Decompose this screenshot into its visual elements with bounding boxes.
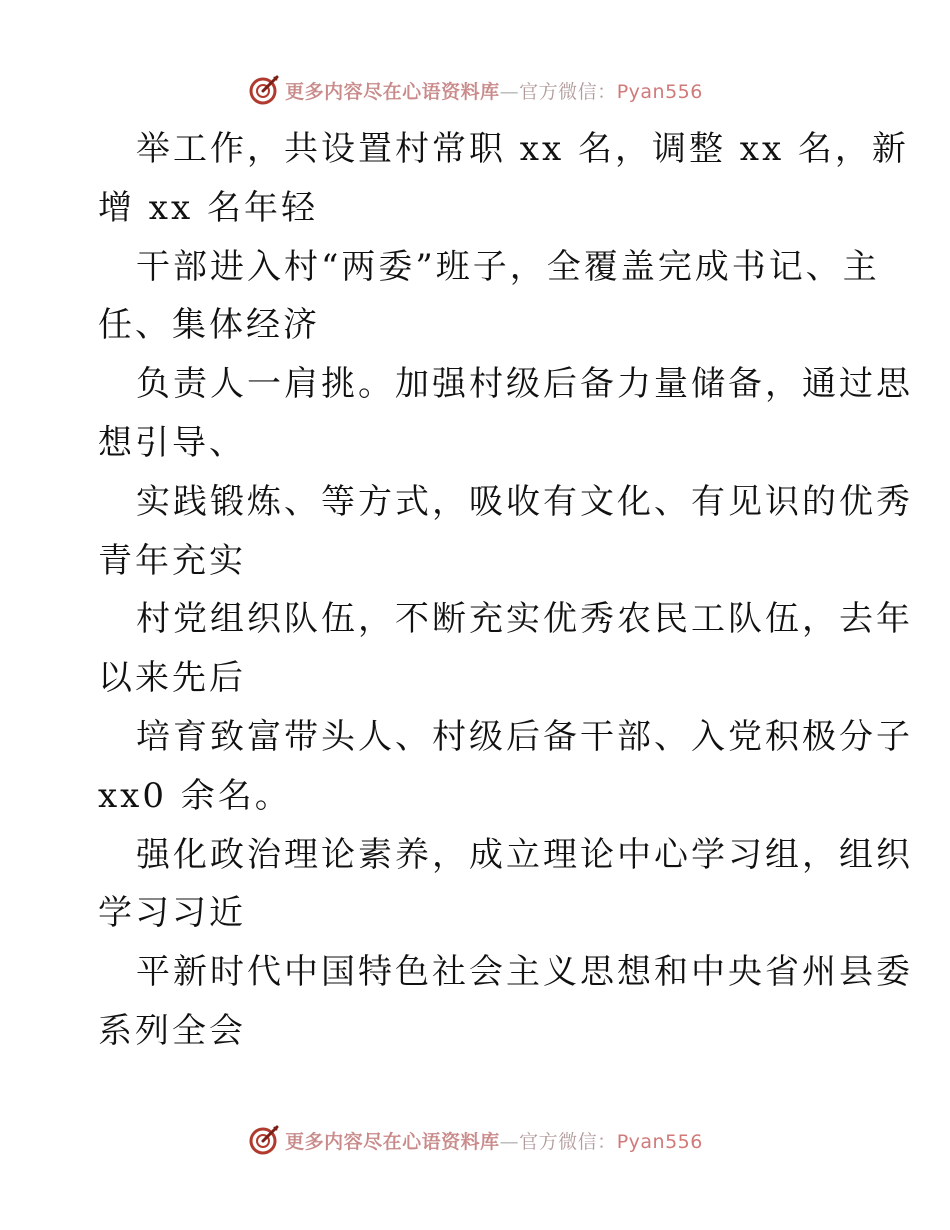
body-line: 青年充实 xyxy=(98,540,246,581)
header-brand: 更多内容尽在心语资料库 xyxy=(285,80,500,103)
header-wechat-id: Pyan556 xyxy=(616,80,703,103)
logo-icon xyxy=(247,1123,281,1157)
body-line: 村党组织队伍，不断充实优秀农民工队伍，去年 xyxy=(136,599,913,640)
body-line: 干部进入村“两委”班子，全覆盖完成书记、主 xyxy=(136,246,880,287)
body-line: 想引导、 xyxy=(98,422,246,463)
body-line: 平新时代中国特色社会主义思想和中央省州县委 xyxy=(136,952,913,993)
header-separator: — xyxy=(499,80,520,103)
body-line: 强化政治理论素养，成立理论中心学习组，组织 xyxy=(136,834,913,875)
footer-text xyxy=(285,1127,703,1154)
body-line: 学习习近 xyxy=(98,893,246,934)
footer-wechat-id: Pyan556 xyxy=(616,1130,703,1153)
header-banner xyxy=(0,70,950,110)
body-line: 系列全会 xyxy=(98,1010,246,1051)
body-line: 负责人一肩挑。加强村级后备力量储备，通过思 xyxy=(136,364,913,405)
body-line: 举工作，共设置村常职 xx 名，调整 xx 名，新 xyxy=(136,129,909,169)
body-line: 培育致富带头人、村级后备干部、入党积极分子 xyxy=(136,716,913,757)
body-line: 增 xx 名年轻 xyxy=(98,187,318,228)
body-line: 任、集体经济 xyxy=(98,305,320,346)
logo-icon xyxy=(247,73,281,107)
body-line: xx0 余名。 xyxy=(98,775,292,816)
body-line: 实践锻炼、等方式，吸收有文化、有见识的优秀 xyxy=(136,481,913,522)
footer-separator: — xyxy=(499,1130,520,1153)
body-line: 以来先后 xyxy=(98,658,246,699)
footer-label: 官方微信： xyxy=(519,1130,617,1153)
header-label: 官方微信： xyxy=(519,80,617,103)
header-text xyxy=(285,77,703,104)
footer-banner xyxy=(0,1120,950,1160)
document-body xyxy=(98,120,913,1061)
footer-brand: 更多内容尽在心语资料库 xyxy=(285,1130,500,1153)
